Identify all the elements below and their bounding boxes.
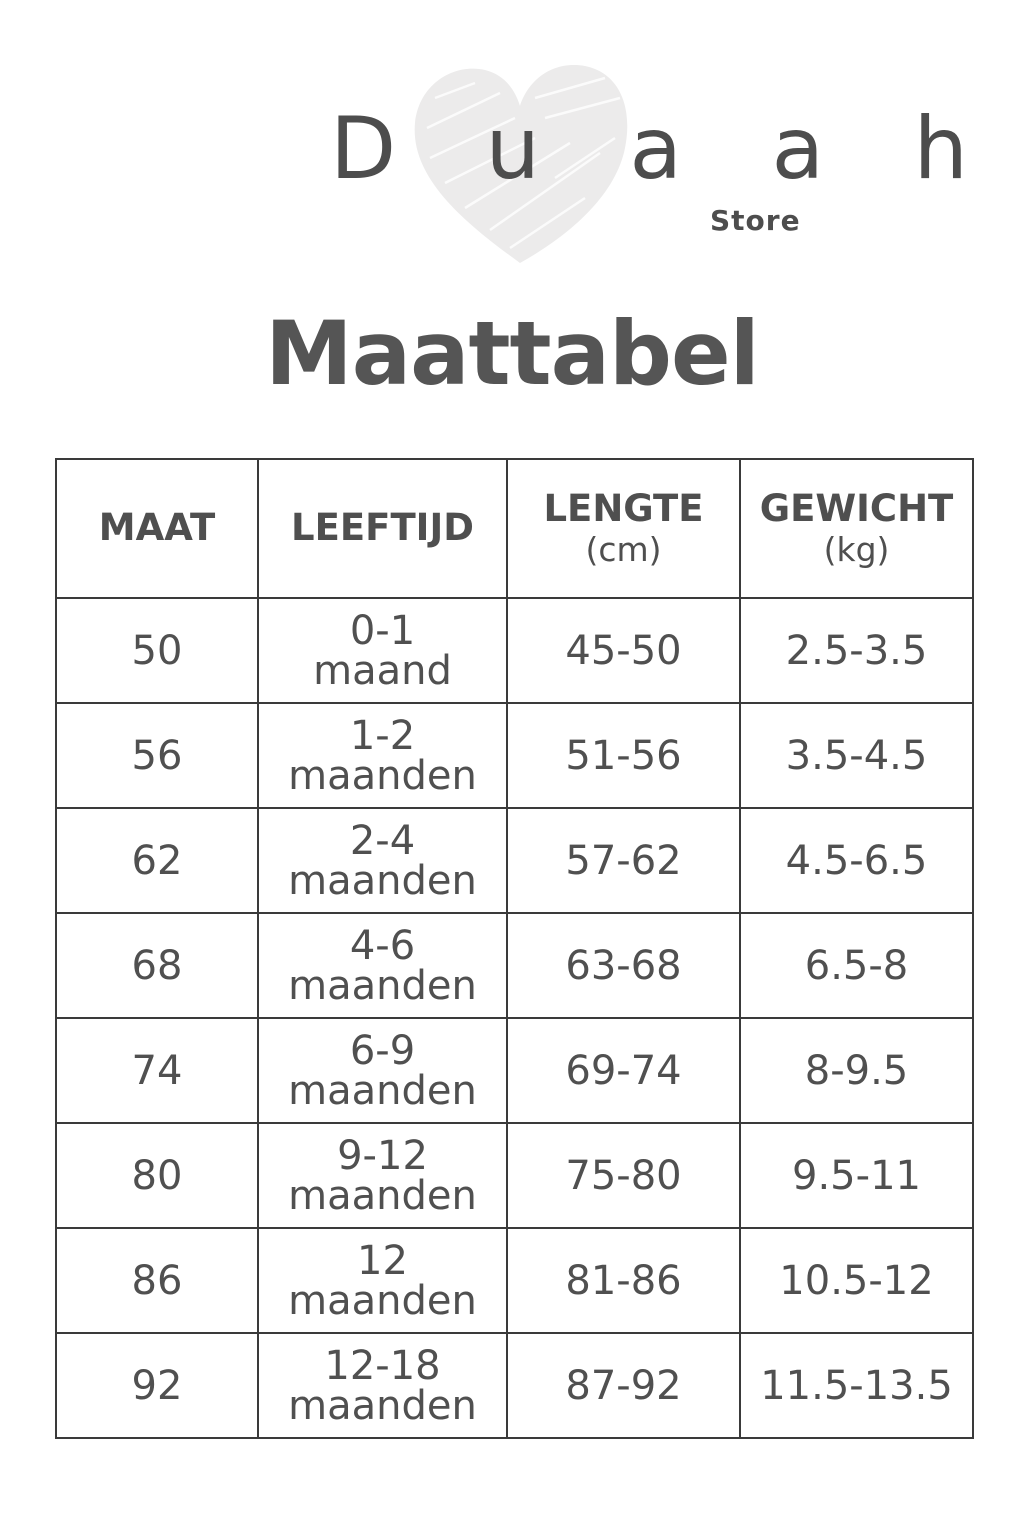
cell-leeftijd: 1-2 maanden bbox=[258, 703, 507, 808]
cell-gewicht: 11.5-13.5 bbox=[740, 1333, 973, 1438]
cell-lengte: 45-50 bbox=[507, 598, 740, 703]
table-row bbox=[56, 1018, 973, 1123]
cell-lengte: 51-56 bbox=[507, 703, 740, 808]
cell-gewicht: 8-9.5 bbox=[740, 1018, 973, 1123]
cell-leeftijd: 9-12 maanden bbox=[258, 1123, 507, 1228]
cell-lengte: 87-92 bbox=[507, 1333, 740, 1438]
table-header-row bbox=[56, 459, 973, 598]
table-row bbox=[56, 913, 973, 1018]
cell-leeftijd: 4-6 maanden bbox=[258, 913, 507, 1018]
header-maat: MAAT bbox=[56, 459, 258, 598]
cell-maat: 68 bbox=[56, 913, 258, 1018]
cell-gewicht: 2.5-3.5 bbox=[740, 598, 973, 703]
table-row bbox=[56, 598, 973, 703]
brand-name: D u a a h bbox=[330, 99, 999, 199]
header-leeftijd: LEEFTIJD bbox=[258, 459, 507, 598]
cell-maat: 62 bbox=[56, 808, 258, 913]
table-row bbox=[56, 808, 973, 913]
cell-leeftijd: 12-18 maanden bbox=[258, 1333, 507, 1438]
cell-lengte: 75-80 bbox=[507, 1123, 740, 1228]
table-row bbox=[56, 1123, 973, 1228]
size-table bbox=[55, 458, 974, 1439]
cell-lengte: 81-86 bbox=[507, 1228, 740, 1333]
brand-logo bbox=[0, 0, 1024, 290]
cell-maat: 56 bbox=[56, 703, 258, 808]
table-row bbox=[56, 1228, 973, 1333]
cell-maat: 86 bbox=[56, 1228, 258, 1333]
header-gewicht: GEWICHT (kg) bbox=[740, 459, 973, 598]
cell-gewicht: 9.5-11 bbox=[740, 1123, 973, 1228]
cell-leeftijd: 6-9 maanden bbox=[258, 1018, 507, 1123]
cell-gewicht: 6.5-8 bbox=[740, 913, 973, 1018]
cell-leeftijd: 0-1 maand bbox=[258, 598, 507, 703]
table-row bbox=[56, 1333, 973, 1438]
header-gewicht-unit: (kg) bbox=[823, 529, 890, 569]
cell-maat: 92 bbox=[56, 1333, 258, 1438]
cell-lengte: 63-68 bbox=[507, 913, 740, 1018]
brand-subtitle: Store bbox=[710, 204, 801, 237]
cell-maat: 74 bbox=[56, 1018, 258, 1123]
cell-lengte: 57-62 bbox=[507, 808, 740, 913]
cell-gewicht: 4.5-6.5 bbox=[740, 808, 973, 913]
cell-leeftijd: 2-4 maanden bbox=[258, 808, 507, 913]
page-title: Maattabel bbox=[265, 302, 759, 405]
cell-gewicht: 3.5-4.5 bbox=[740, 703, 973, 808]
cell-leeftijd: 12 maanden bbox=[258, 1228, 507, 1333]
cell-lengte: 69-74 bbox=[507, 1018, 740, 1123]
cell-maat: 80 bbox=[56, 1123, 258, 1228]
cell-gewicht: 10.5-12 bbox=[740, 1228, 973, 1333]
header-lengte-unit: (cm) bbox=[585, 529, 662, 569]
table-row bbox=[56, 703, 973, 808]
cell-maat: 50 bbox=[56, 598, 258, 703]
header-lengte: LENGTE (cm) bbox=[507, 459, 740, 598]
